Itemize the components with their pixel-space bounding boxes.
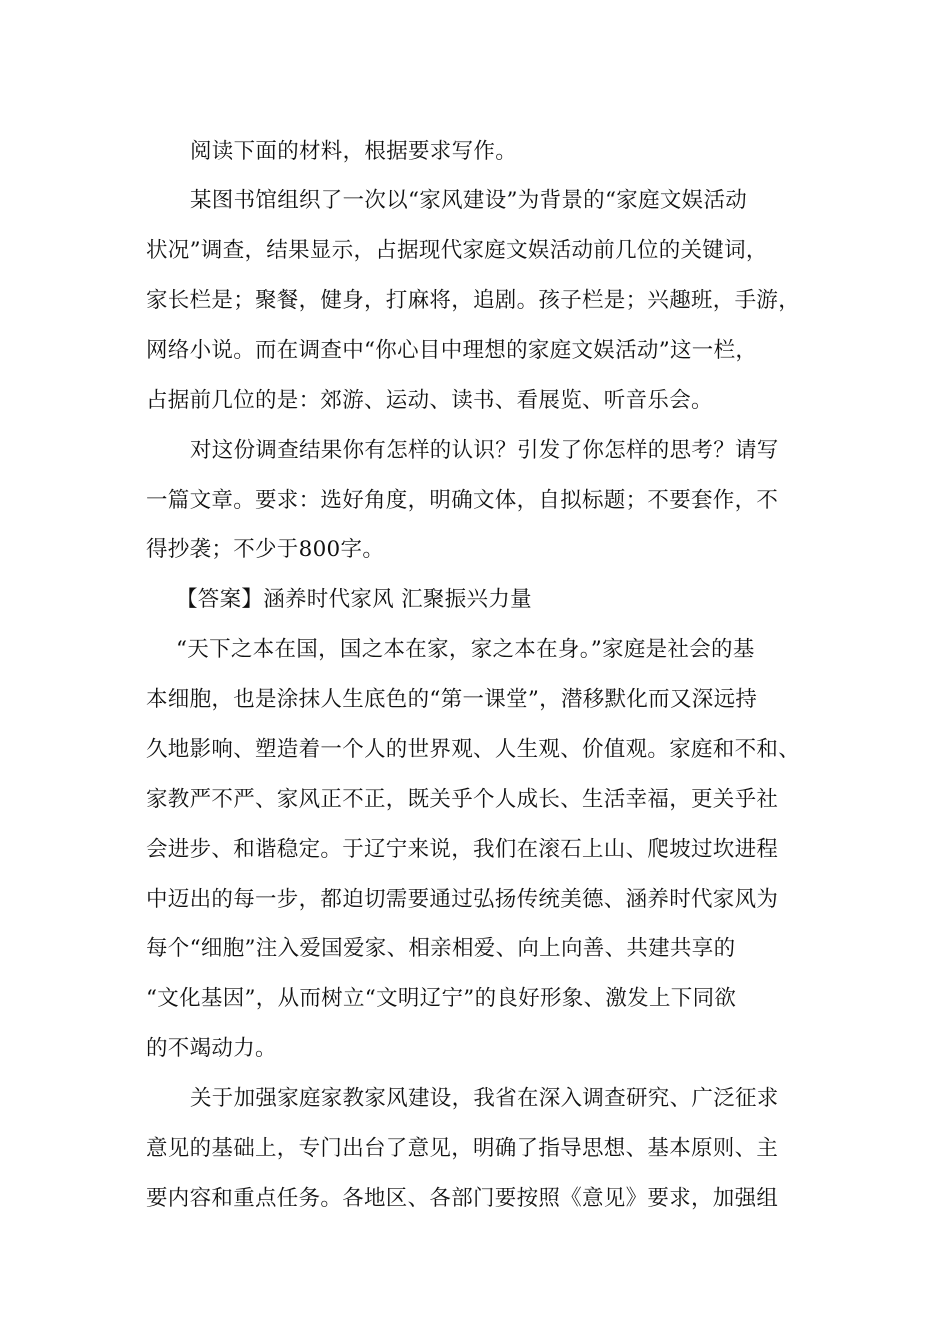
text-line-22: 要内容和重点任务。各地区、各部门要按照《意见》要求，加强组 [146,1186,779,1211]
text-line-13: 久地影响、塑造着一个人的世界观、人生观、价值观。家庭和不和、 [146,737,801,762]
text-line-21: 意见的基础上，专门出台了意见，明确了指导思想、基本原则、主 [146,1136,779,1161]
text-line-17: 每个“细胞”注入爱国爱家、相亲相爱、向上向善、共建共享的 [146,936,736,961]
text-line-7: 对这份调查结果你有怎样的认识？引发了你怎样的思考？请写 [190,438,779,463]
text-line-19: 的不竭动力。 [146,1036,277,1061]
answer-heading: 【答案】涵养时代家风 汇聚振兴力量 [176,587,532,612]
text-line-8: 一篇文章。要求：选好角度，明确文体，自拟标题；不要套作，不 [146,488,779,513]
text-line-16: 中迈出的每一步，都迫切需要通过弘扬传统美德、涵养时代家风为 [146,887,779,912]
text-line-11: “天下之本在国，国之本在家，家之本在身。”家庭是社会的基 [176,637,755,662]
text-line-20: 关于加强家庭家教家风建设，我省在深入调查研究、广泛征求 [190,1086,779,1111]
text-line-6: 占据前几位的是：郊游、运动、读书、看展览、听音乐会。 [146,388,713,413]
text-line-14: 家教严不严、家风正不正，既关乎个人成长、生活幸福，更关乎社 [146,787,779,812]
text-line-18: “文化基因”，从而树立“文明辽宁”的良好形象、激发上下同欲 [146,986,737,1011]
text-line-12: 本细胞，也是涂抹人生底色的“第一课堂”，潜移默化而又深远持 [146,687,758,712]
text-line-2: 某图书馆组织了一次以“家风建设”为背景的“家庭文娱活动 [190,188,748,213]
text-line-1: 阅读下面的材料，根据要求写作。 [190,139,518,164]
text-line-15: 会进步、和谐稳定。于辽宁来说，我们在滚石上山、爬坡过坎进程 [146,837,779,862]
text-line-9: 得抄袭；不少于800字。 [146,537,385,562]
text-line-4: 家长栏是；聚餐，健身，打麻将，追剧。孩子栏是；兴趣班，手游， [146,288,801,313]
text-line-3: 状况”调查，结果显示，占据现代家庭文娱活动前几位的关键词， [146,238,768,263]
text-line-5: 网络小说。而在调查中“你心目中理想的家庭文娱活动”这一栏， [146,338,758,363]
